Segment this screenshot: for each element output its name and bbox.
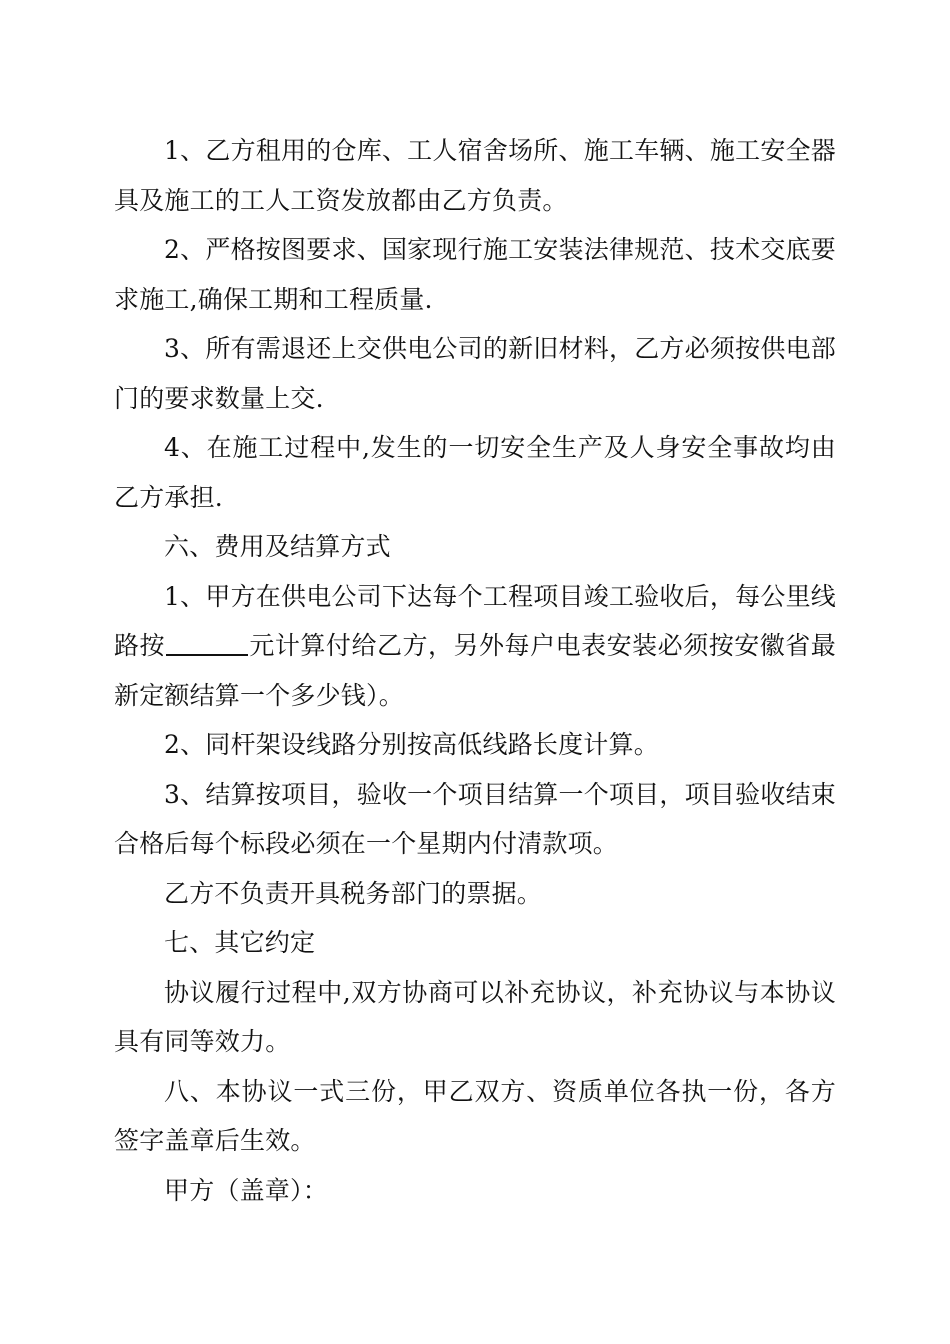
clause-paragraph: 协议履行过程中,双方协商可以补充协议，补充协议与本协议具有同等效力。	[114, 977, 836, 1056]
settlement-paragraph	[114, 572, 836, 721]
clause-paragraph: 3、结算按项目，验收一个项目结算一个项目，项目验收结束合格后每个标段必须在一个星期内付清款项。	[114, 779, 836, 858]
settlement-text-before: 1、甲方在供电公司下达每个工程项目竣工验收后，每公里线路按	[114, 581, 836, 660]
section-heading: 六、费用及结算方式	[164, 532, 391, 561]
clause-paragraph: 乙方不负责开具税务部门的票据。	[164, 878, 543, 908]
section-heading: 七、其它约定	[164, 928, 316, 957]
document-body	[114, 126, 836, 1215]
clause-paragraph: 八、本协议一式三份，甲乙双方、资质单位各执一份，各方签字盖章后生效。	[114, 1076, 836, 1155]
fill-in-blank	[166, 628, 248, 656]
settlement-text-after: 元计算付给乙方，另外每户电表安装必须按安徽省最新定额结算一个多少钱）。	[114, 631, 836, 710]
clause-paragraph: 2、同杆架设线路分别按高低线路长度计算。	[164, 730, 659, 759]
signature-line: 甲方（盖章）：	[164, 1175, 328, 1205]
clause-paragraph: 3、所有需退还上交供电公司的新旧材料，乙方必须按供电部门的要求数量上交.	[114, 334, 836, 413]
clause-paragraph: 4、在施工过程中,发生的一切安全生产及人身安全事故均由乙方承担.	[114, 433, 836, 512]
clause-paragraph: 1、乙方租用的仓库、工人宿舍场所、施工车辆、施工安全器具及施工的工人工资发放都由乙方负责。	[114, 136, 836, 215]
clause-paragraph: 2、严格按图要求、国家现行施工安装法律规范、技术交底要求施工,确保工期和工程质量.	[114, 235, 836, 314]
